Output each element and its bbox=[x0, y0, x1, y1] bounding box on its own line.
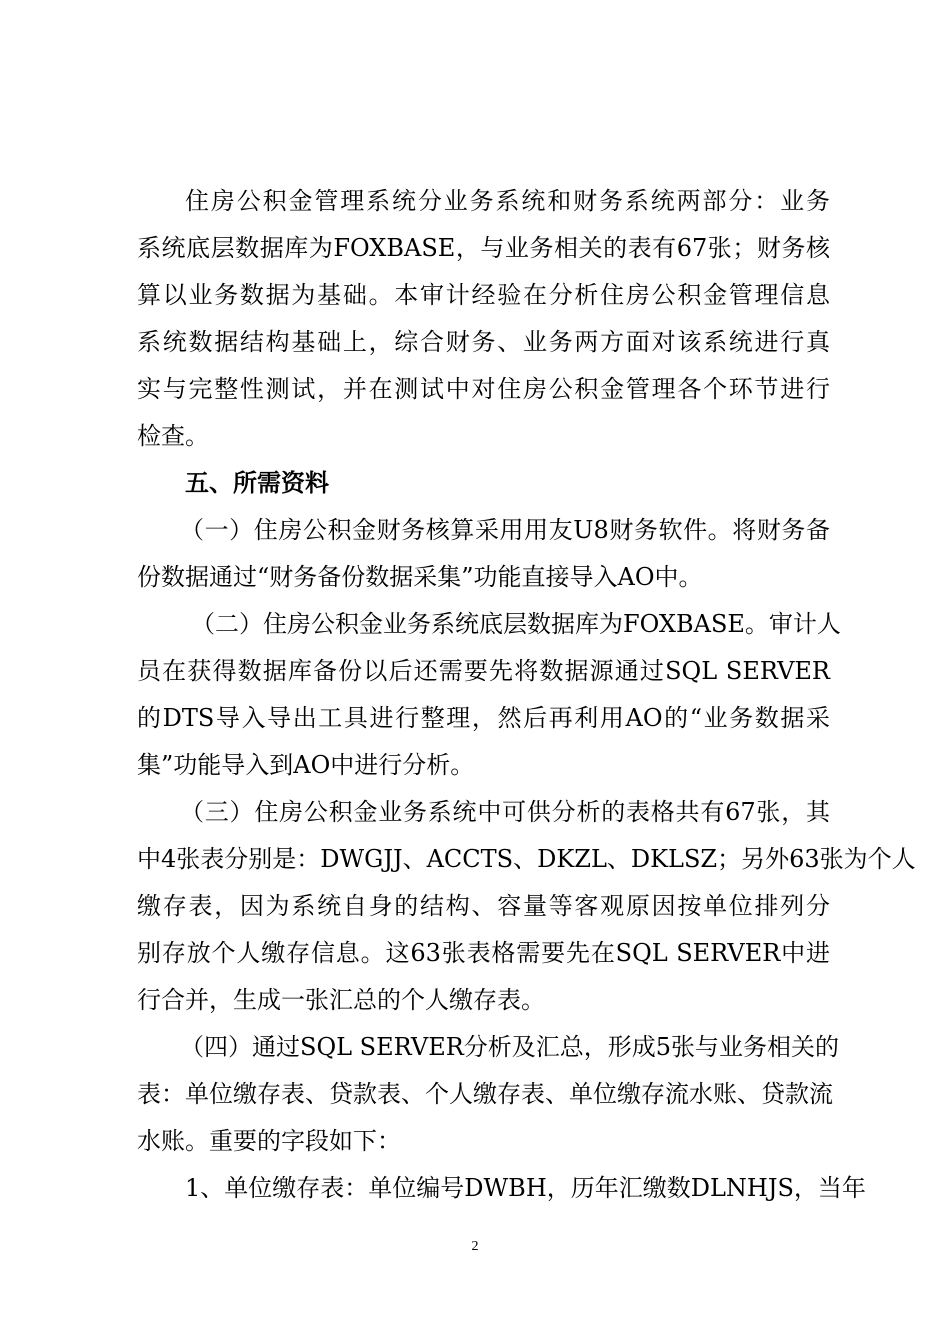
text-line: 缴存表，因为系统自身的结构、容量等客观原因按单位排列分 bbox=[137, 892, 830, 920]
text-line: 行合并，生成一张汇总的个人缴存表。 bbox=[137, 986, 545, 1014]
text-line: 系统数据结构基础上，综合财务、业务两方面对该系统进行真 bbox=[137, 328, 830, 356]
paragraph-item-3 bbox=[137, 789, 916, 1024]
text-line: 算以业务数据为基础。本审计经验在分析住房公积金管理信息 bbox=[137, 281, 830, 309]
text-line: （一）住房公积金财务核算采用用友U8财务软件。将财务备 bbox=[180, 516, 830, 544]
text-line: 实与完整性测试，并在测试中对住房公积金管理各个环节进行 bbox=[137, 375, 830, 403]
paragraph-item-4 bbox=[137, 1024, 840, 1165]
text-line: 检查。 bbox=[137, 422, 209, 450]
text-line: （三）住房公积金业务系统中可供分析的表格共有67张，其 bbox=[180, 798, 830, 826]
text-line: （二）住房公积金业务系统底层数据库为FOXBASE。审计人 bbox=[191, 610, 841, 638]
paragraph-item-2 bbox=[137, 601, 841, 789]
text-line: 的DTS导入导出工具进行整理，然后再利用AO的“业务数据采 bbox=[137, 704, 830, 732]
page-number: 2 bbox=[471, 1239, 479, 1254]
document-body bbox=[137, 178, 916, 1212]
paragraph-item-1 bbox=[137, 507, 830, 601]
paragraph-field-1 bbox=[137, 1165, 866, 1212]
text-line: （四）通过SQL SERVER分析及汇总，形成5张与业务相关的 bbox=[180, 1033, 840, 1061]
text-line: 水账。重要的字段如下： bbox=[137, 1127, 401, 1155]
text-line: 中4张表分别是：DWGJJ、ACCTS、DKZL、DKLSZ；另外63张为个人 bbox=[137, 845, 916, 873]
text-line: 员在获得数据库备份以后还需要先将数据源通过SQL SERVER bbox=[137, 657, 830, 685]
paragraph-intro bbox=[137, 178, 830, 460]
text-line: 住房公积金管理系统分业务系统和财务系统两部分：业务 bbox=[185, 187, 830, 215]
text-line: 份数据通过“财务备份数据采集”功能直接导入AO中。 bbox=[137, 563, 703, 591]
text-line: 1、单位缴存表：单位编号DWBH，历年汇缴数DLNHJS，当年 bbox=[185, 1174, 866, 1202]
section-heading: 五、所需资料 bbox=[185, 469, 329, 497]
text-line: 系统底层数据库为FOXBASE，与业务相关的表有67张；财务核 bbox=[137, 234, 830, 262]
text-line: 集”功能导入到AO中进行分析。 bbox=[137, 751, 475, 779]
text-line: 别存放个人缴存信息。这63张表格需要先在SQL SERVER中进 bbox=[137, 939, 830, 967]
text-line: 表：单位缴存表、贷款表、个人缴存表、单位缴存流水账、贷款流 bbox=[137, 1080, 833, 1108]
